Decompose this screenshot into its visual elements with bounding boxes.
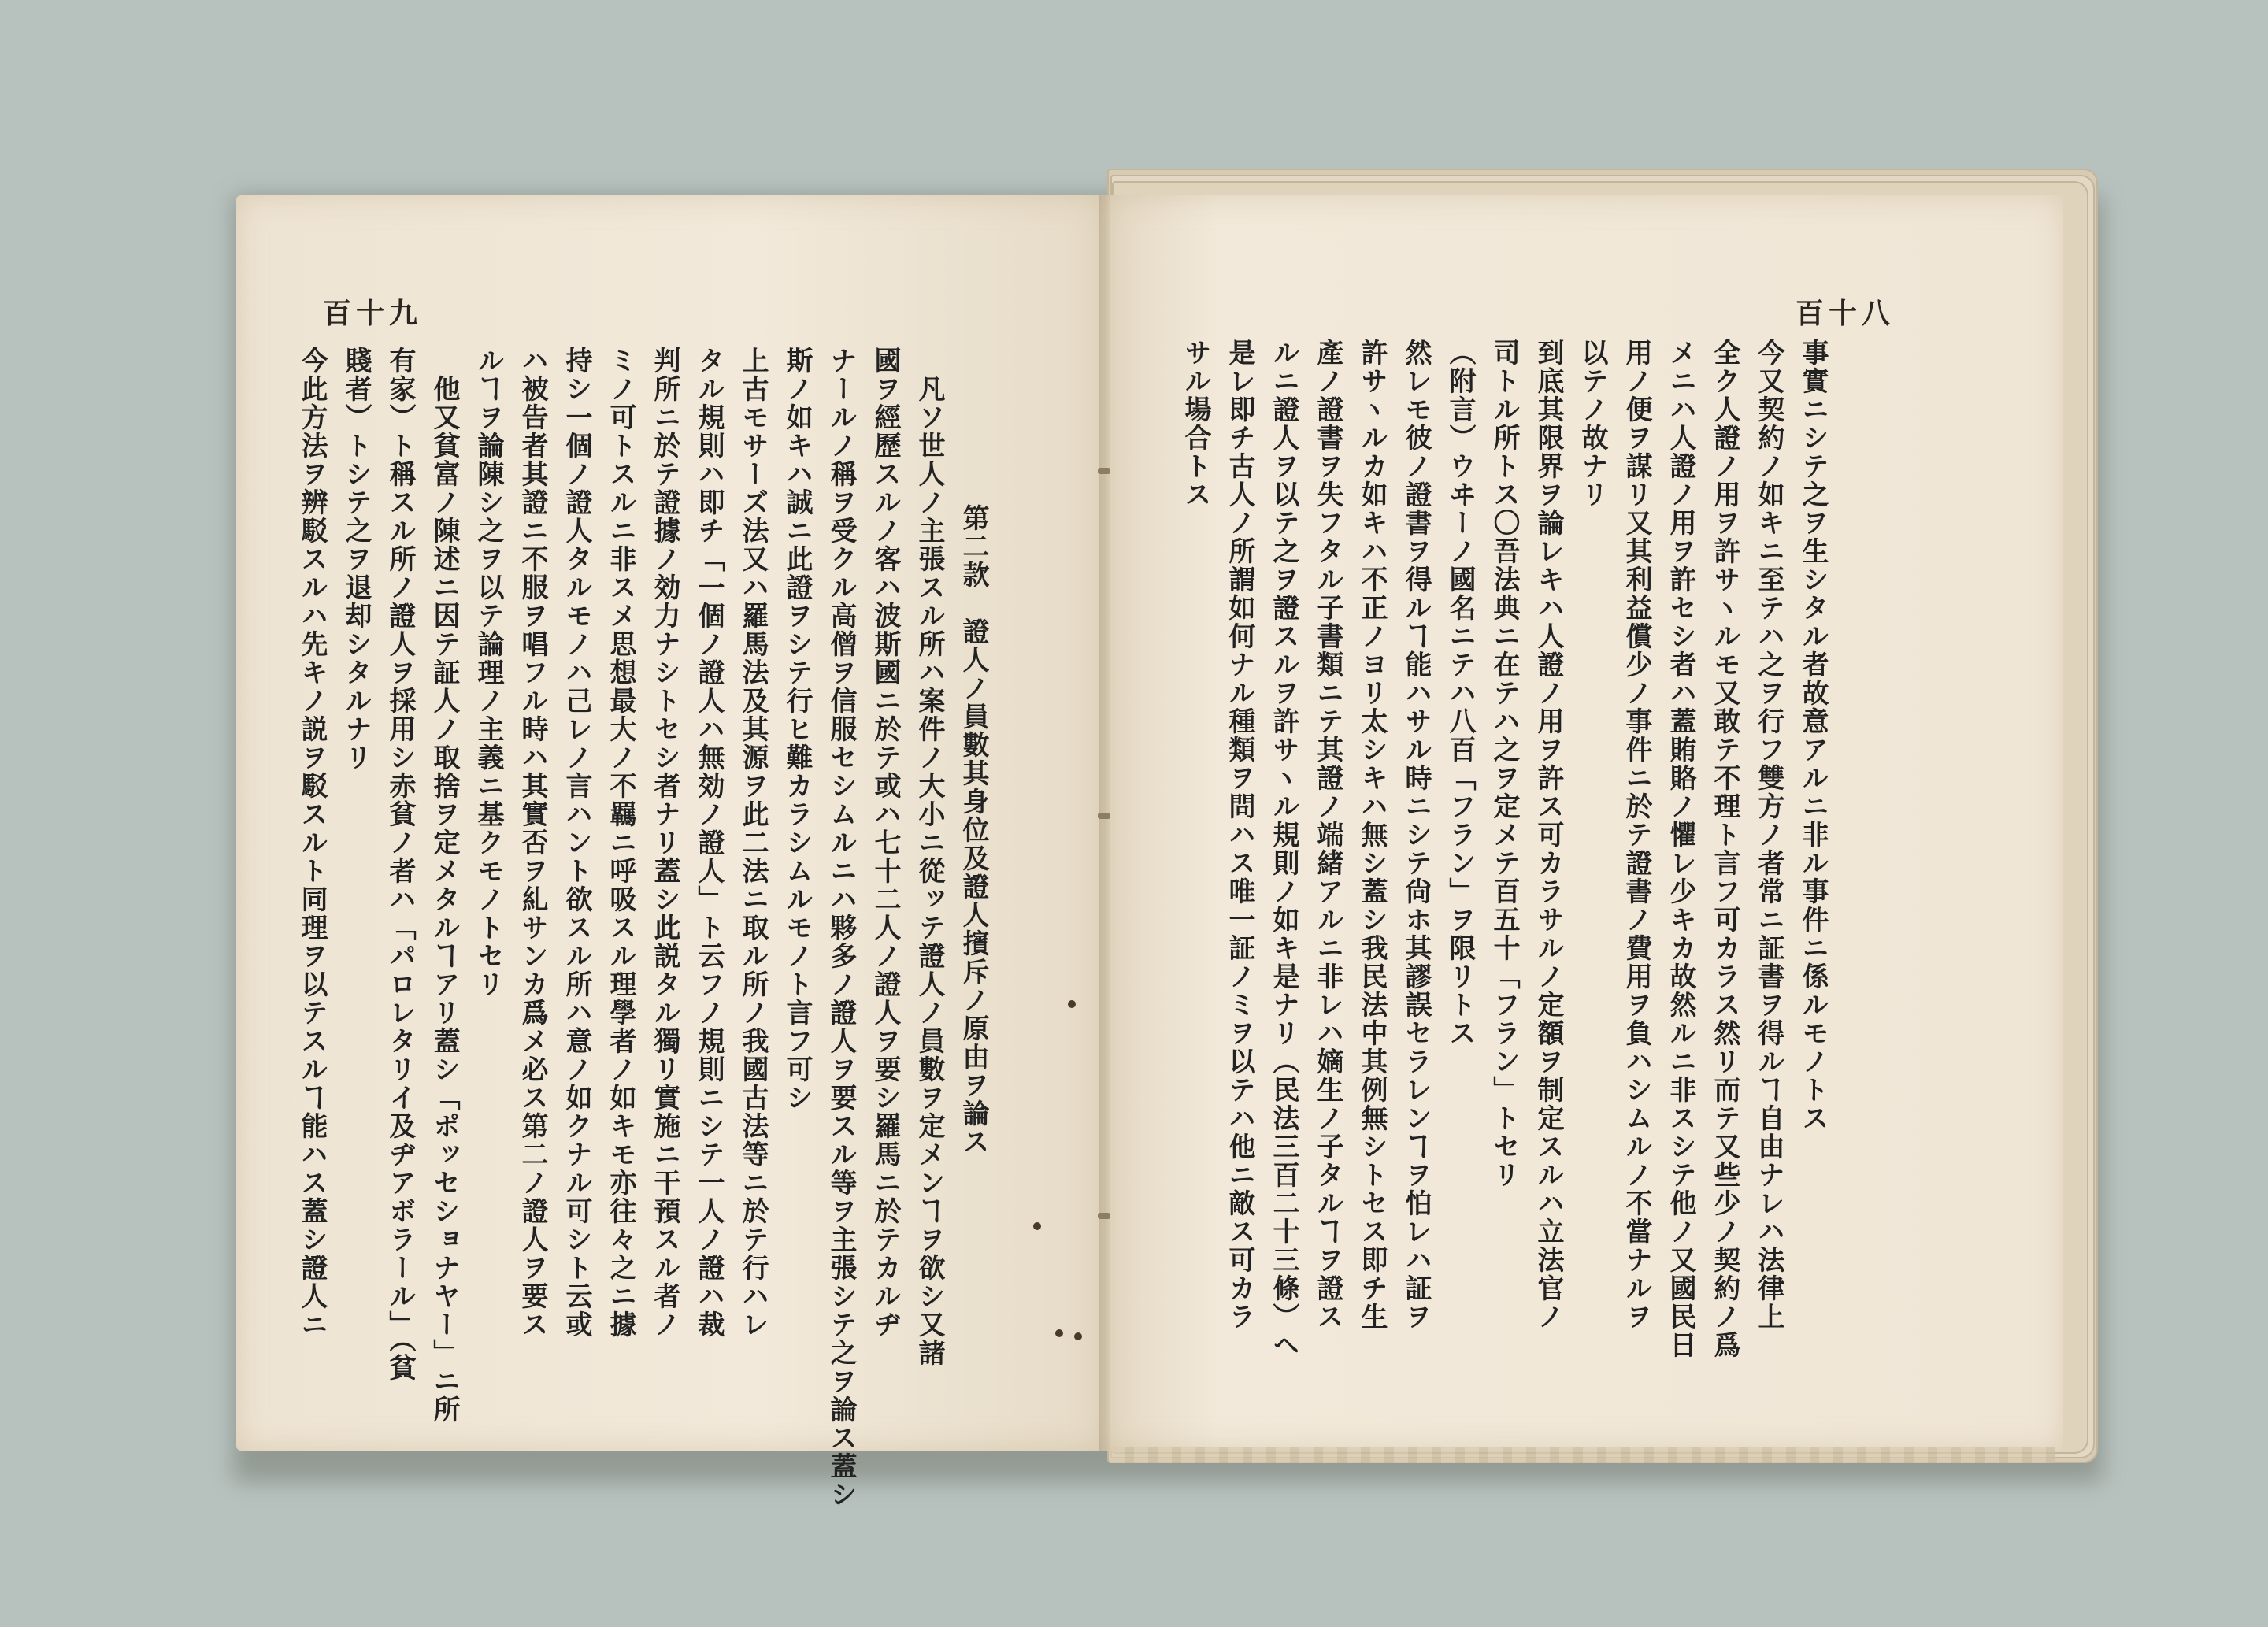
- text-column: 到底其限界ヲ論レキハ人證ノ用ヲ許ス可カラサルノ定額ヲ制定スルハ立法官ノ: [1532, 339, 1564, 1331]
- annotation-note: （附言）ウヰーノ國名ニテハ八百「フラン」ヲ限リトス: [1444, 339, 1476, 1047]
- text-column: 以テノ故ナリ: [1577, 339, 1608, 509]
- wormhole-mark: [1074, 1332, 1082, 1340]
- text-column: 他又貧富ノ陳述ニ因テ証人ノ取捨ヲ定メタルヿアリ蓋シ「ポッセショナヤー」ニ所: [428, 375, 460, 1424]
- text-column: 然レモ彼ノ證書ヲ得ルヿ能ハサル時ニシテ尙ホ其謬誤セラレンヿヲ怕レハ証ヲ: [1400, 339, 1432, 1331]
- text-column: 是レ即チ古人ノ所謂如何ナル種類ヲ問ハス唯一証ノミヲ以テハ他ニ敵ス可カラ: [1224, 339, 1255, 1331]
- text-column: 全ク人證ノ用ヲ許サヽルモ又敢テ不理ト言フ可カラス然リ而テ又些少ノ契約ノ爲: [1709, 339, 1740, 1359]
- text-column: ルヿヲ論陳シ之ヲ以テ論理ノ主義ニ基クモノトセリ: [472, 347, 504, 999]
- text-column: 國ヲ經歷スルノ客ハ波斯國ニ於テ或ハ七十二人ノ證人ヲ要シ羅馬ニ於テカルヂ: [869, 347, 901, 1339]
- text-column: ミノ可トスルニ非スメ思想最大ノ不羈ニ呼吸スル理學者ノ如キモ亦往々之ニ據: [605, 347, 636, 1339]
- binding-stitch: [1098, 468, 1110, 474]
- torn-page-edge: [1110, 1447, 2055, 1463]
- text-column: ルニ證人ヲ以テ之ヲ證スルヲ許サヽル規則ノ如キ是ナリ（民法三百二十三條）ヘ: [1268, 339, 1299, 1359]
- text-column: 今此方法ヲ辨駁スルハ先キノ説ヲ駁スルト同理ヲ以テスルヿ能ハス蓋シ證人ニ: [296, 347, 328, 1339]
- text-column: 產ノ證書ヲ失フタル子書類ニテ其證ノ端緒アルニ非レハ嫡生ノ子タルヿヲ證ス: [1312, 339, 1343, 1331]
- section-heading: 第二款 證人ノ員數其身位及證人擯斥ノ原由ヲ論ス: [958, 504, 989, 1156]
- text-column: ハ被告者其證ニ不服ヲ唱フル時ハ其實否ヲ糺サンカ爲メ必ス第二ノ證人ヲ要ス: [517, 347, 548, 1339]
- binding-stitch: [1098, 1213, 1110, 1219]
- binding-stitch: [1098, 813, 1110, 819]
- book-gutter: [1099, 195, 1110, 1451]
- text-column: 用ノ便ヲ謀リ又其利益償少ノ事件ニ於テ證書ノ費用ヲ負ハシムルノ不當ナルヲ: [1621, 339, 1652, 1331]
- wormhole-mark: [1055, 1329, 1063, 1337]
- text-column: ナールノ稱ヲ受クル高僧ヲ信服セシムルニハ夥多ノ證人ヲ要スル等ヲ主張シテ之ヲ論ス蓋シ: [825, 347, 857, 1509]
- right-page-text: [1173, 339, 1835, 1370]
- text-column: 事實ニシテ之ヲ生シタル者故意アルニ非ル事件ニ係ルモノトス: [1797, 339, 1829, 1132]
- left-page-number: 百十九: [323, 297, 423, 330]
- text-column: 有家）ト稱スル所ノ證人ヲ採用シ赤貧ノ者ハ「パロレタリイ及ヂアボラール」（貧: [384, 347, 416, 1382]
- text-column: 持シ一個ノ證人タルモノハ己レノ言ハント欲スル所ハ意ノ如クナル可シト云或: [561, 347, 592, 1339]
- wormhole-mark: [1068, 1000, 1076, 1008]
- text-column: サル場合トス: [1180, 339, 1211, 509]
- text-column: 上古モサーズ法又ハ羅馬法及其源ヲ此二法ニ取ル所ノ我國古法等ニ於テ行ハレ: [737, 347, 769, 1339]
- text-column: メニハ人證ノ用ヲ許セシ者ハ蓋賄賂ノ懼レ少キカ故然ルニ非スシテ他ノ又國民日: [1665, 339, 1696, 1359]
- text-column: 斯ノ如キハ誠ニ此證ヲシテ行ヒ難カラシムルモノト言フ可シ: [781, 347, 813, 1112]
- text-column: 今又契約ノ如キニ至テハ之ヲ行フ雙方ノ者常ニ証書ヲ得ルヿ自由ナレハ法律上: [1753, 339, 1784, 1331]
- text-column: タル規則ハ即チ「一個ノ證人ハ無効ノ證人」ト云フノ規則ニシテ一人ノ證ハ裁: [693, 347, 724, 1339]
- text-column: 許サヽルカ如キハ不正ノヨリ太シキハ無シ蓋シ我民法中其例無シトセス即チ生: [1356, 339, 1388, 1331]
- text-column: 司トル所トス〇吾法典ニ在テハ之ヲ定メテ百五十「フラン」トセリ: [1488, 339, 1520, 1189]
- right-page-number: 百十八: [1796, 297, 1896, 330]
- left-page-text: [296, 347, 995, 1509]
- text-column: 凡ソ世人ノ主張スル所ハ案件ノ大小ニ從ッテ證人ノ員數ヲ定メンヿヲ欲シ又諸: [914, 375, 945, 1367]
- text-column: 賤者）トシテ之ヲ退却シタルナリ: [340, 347, 372, 772]
- wormhole-mark: [1033, 1222, 1041, 1230]
- text-column: 判所ニ於テ證據ノ効力ナシトセシ者ナリ蓋シ此説タル獨リ實施ニ干預スル者ノ: [649, 347, 680, 1339]
